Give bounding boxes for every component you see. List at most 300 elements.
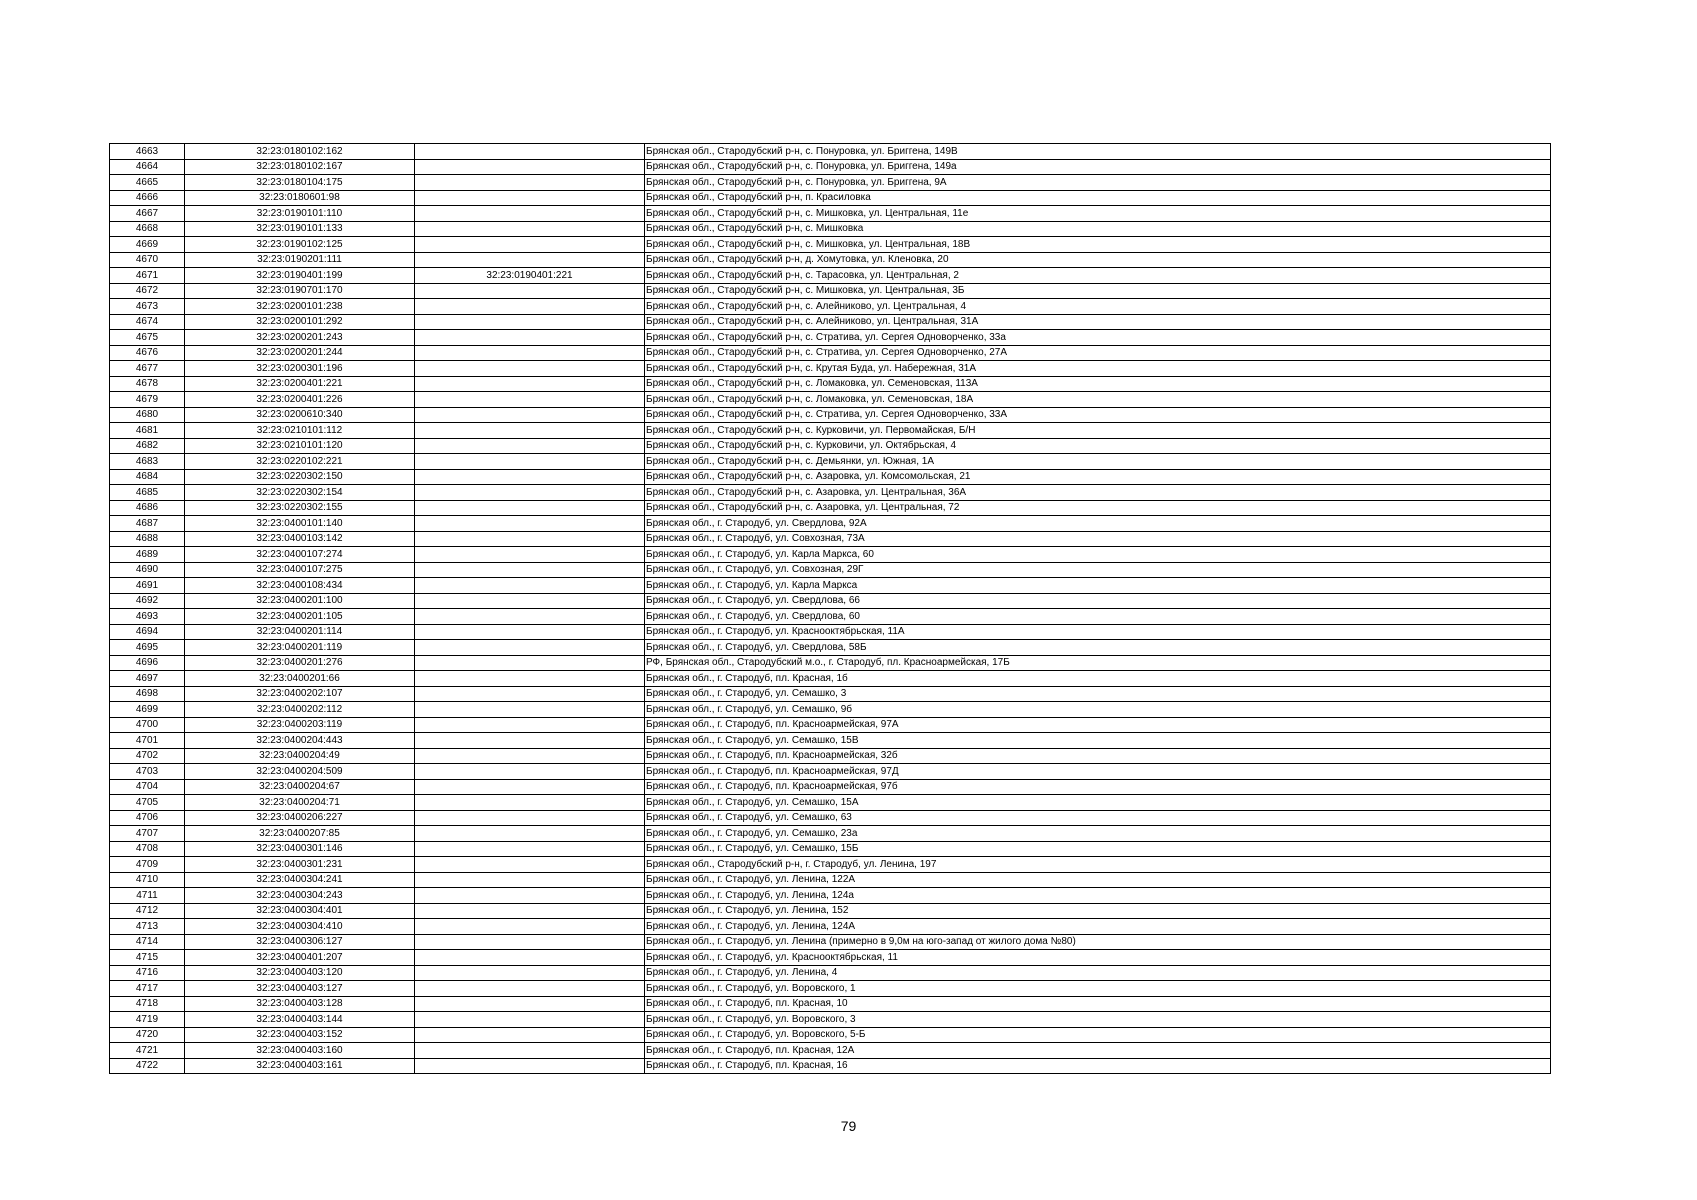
address-cell: Брянская обл., г. Стародуб, ул. Совхозная, 73А [645, 531, 1551, 547]
cadastral-number-cell: 32:23:0400103:142 [185, 531, 415, 547]
address-cell: Брянская обл., Стародубский р-н, с. Тарасовка, ул. Центральная, 2 [645, 268, 1551, 284]
address-cell: Брянская обл., г. Стародуб, пл. Красная, 12А [645, 1043, 1551, 1059]
table-row [110, 438, 1551, 454]
table-row [110, 826, 1551, 842]
table-row [110, 888, 1551, 904]
secondary-cadastral-cell [415, 950, 645, 966]
address-cell: Брянская обл., г. Стародуб, ул. Ленина, 124А [645, 919, 1551, 935]
cadastral-number-cell: 32:23:0400201:100 [185, 593, 415, 609]
address-cell: Брянская обл., Стародубский р-н, с. Понуровка, ул. Бриггена, 149а [645, 159, 1551, 175]
row-number-cell: 4674 [110, 314, 185, 330]
table-row [110, 190, 1551, 206]
row-number-cell: 4666 [110, 190, 185, 206]
cadastral-number-cell: 32:23:0200101:238 [185, 299, 415, 315]
table-row [110, 299, 1551, 315]
cadastral-number-cell: 32:23:0200610:340 [185, 407, 415, 423]
row-number-cell: 4690 [110, 562, 185, 578]
secondary-cadastral-cell [415, 764, 645, 780]
secondary-cadastral-cell [415, 237, 645, 253]
table-row [110, 981, 1551, 997]
table-row [110, 376, 1551, 392]
secondary-cadastral-cell [415, 640, 645, 656]
secondary-cadastral-cell [415, 795, 645, 811]
cadastral-number-cell: 32:23:0220102:221 [185, 454, 415, 470]
row-number-cell: 4696 [110, 655, 185, 671]
cadastral-number-cell: 32:23:0190701:170 [185, 283, 415, 299]
table-row [110, 919, 1551, 935]
address-cell: Брянская обл., г. Стародуб, ул. Семашко, 15А [645, 795, 1551, 811]
cadastral-number-cell: 32:23:0400403:152 [185, 1027, 415, 1043]
table-row [110, 841, 1551, 857]
address-cell: Брянская обл., г. Стародуб, пл. Красноармейская, 32б [645, 748, 1551, 764]
cadastral-number-cell: 32:23:0400201:114 [185, 624, 415, 640]
table-row [110, 593, 1551, 609]
address-cell: Брянская обл., г. Стародуб, ул. Ленина, 122А [645, 872, 1551, 888]
row-number-cell: 4671 [110, 268, 185, 284]
row-number-cell: 4710 [110, 872, 185, 888]
property-table [109, 143, 1551, 1074]
secondary-cadastral-cell [415, 934, 645, 950]
row-number-cell: 4683 [110, 454, 185, 470]
table-row [110, 1058, 1551, 1074]
row-number-cell: 4668 [110, 221, 185, 237]
secondary-cadastral-cell [415, 1012, 645, 1028]
cadastral-number-cell: 32:23:0400306:127 [185, 934, 415, 950]
row-number-cell: 4717 [110, 981, 185, 997]
cadastral-number-cell: 32:23:0400304:410 [185, 919, 415, 935]
table-row [110, 578, 1551, 594]
row-number-cell: 4709 [110, 857, 185, 873]
address-cell: Брянская обл., г. Стародуб, ул. Совхозная, 29Г [645, 562, 1551, 578]
cadastral-number-cell: 32:23:0200201:244 [185, 345, 415, 361]
row-number-cell: 4716 [110, 965, 185, 981]
table-row [110, 872, 1551, 888]
cadastral-number-cell: 32:23:0200201:243 [185, 330, 415, 346]
table-row [110, 857, 1551, 873]
cadastral-number-cell: 32:23:0400206:227 [185, 810, 415, 826]
cadastral-number-cell: 32:23:0200401:226 [185, 392, 415, 408]
address-cell: Брянская обл., г. Стародуб, ул. Воровского, 3 [645, 1012, 1551, 1028]
row-number-cell: 4689 [110, 547, 185, 563]
address-cell: Брянская обл., г. Стародуб, ул. Свердлова, 66 [645, 593, 1551, 609]
table-row [110, 934, 1551, 950]
secondary-cadastral-cell [415, 1043, 645, 1059]
address-cell: Брянская обл., Стародубский р-н, с. Стратива, ул. Сергея Одноворченко, 33А [645, 407, 1551, 423]
cadastral-number-cell: 32:23:0220302:150 [185, 469, 415, 485]
cadastral-number-cell: 32:23:0400304:401 [185, 903, 415, 919]
cadastral-number-cell: 32:23:0400304:243 [185, 888, 415, 904]
table-row [110, 671, 1551, 687]
secondary-cadastral-cell [415, 531, 645, 547]
cadastral-number-cell: 32:23:0400403:120 [185, 965, 415, 981]
address-cell: Брянская обл., г. Стародуб, ул. Краснооктябрьская, 11 [645, 950, 1551, 966]
row-number-cell: 4685 [110, 485, 185, 501]
row-number-cell: 4677 [110, 361, 185, 377]
table-row [110, 268, 1551, 284]
address-cell: Брянская обл., г. Стародуб, ул. Ленина, 124а [645, 888, 1551, 904]
cadastral-number-cell: 32:23:0400204:67 [185, 779, 415, 795]
table-row [110, 624, 1551, 640]
table-row [110, 795, 1551, 811]
address-cell: Брянская обл., Стародубский р-н, с. Стратива, ул. Сергея Одноворченко, 33а [645, 330, 1551, 346]
table-row [110, 764, 1551, 780]
row-number-cell: 4722 [110, 1058, 185, 1074]
cadastral-number-cell: 32:23:0180102:162 [185, 144, 415, 160]
secondary-cadastral-cell [415, 376, 645, 392]
address-cell: Брянская обл., г. Стародуб, ул. Карла Маркса [645, 578, 1551, 594]
cadastral-number-cell: 32:23:0400201:119 [185, 640, 415, 656]
cadastral-number-cell: 32:23:0400201:276 [185, 655, 415, 671]
cadastral-number-cell: 32:23:0400401:207 [185, 950, 415, 966]
secondary-cadastral-cell [415, 392, 645, 408]
table-row [110, 159, 1551, 175]
table-row [110, 144, 1551, 160]
page-number: 79 [840, 1118, 857, 1134]
cadastral-number-cell: 32:23:0400301:146 [185, 841, 415, 857]
cadastral-number-cell: 32:23:0400301:231 [185, 857, 415, 873]
secondary-cadastral-cell [415, 547, 645, 563]
row-number-cell: 4713 [110, 919, 185, 935]
row-number-cell: 4720 [110, 1027, 185, 1043]
table-row [110, 609, 1551, 625]
cadastral-number-cell: 32:23:0220302:154 [185, 485, 415, 501]
table-body [110, 144, 1551, 1074]
address-cell: Брянская обл., Стародубский р-н, п. Красиловка [645, 190, 1551, 206]
cadastral-number-cell: 32:23:0400207:85 [185, 826, 415, 842]
table-row [110, 221, 1551, 237]
address-cell: Брянская обл., Стародубский р-н, с. Ломаковка, ул. Семеновская, 113А [645, 376, 1551, 392]
secondary-cadastral-cell [415, 423, 645, 439]
table-row [110, 903, 1551, 919]
row-number-cell: 4675 [110, 330, 185, 346]
cadastral-number-cell: 32:23:0210101:112 [185, 423, 415, 439]
address-cell: Брянская обл., г. Стародуб, ул. Семашко, 63 [645, 810, 1551, 826]
table-row [110, 407, 1551, 423]
row-number-cell: 4719 [110, 1012, 185, 1028]
address-cell: Брянская обл., Стародубский р-н, с. Стратива, ул. Сергея Одноворченко, 27А [645, 345, 1551, 361]
cadastral-number-cell: 32:23:0180102:167 [185, 159, 415, 175]
address-cell: Брянская обл., Стародубский р-н, с. Курковичи, ул. Октябрьская, 4 [645, 438, 1551, 454]
address-cell: Брянская обл., г. Стародуб, ул. Семашко, 15Б [645, 841, 1551, 857]
secondary-cadastral-cell [415, 671, 645, 687]
table-row [110, 950, 1551, 966]
cadastral-number-cell: 32:23:0400304:241 [185, 872, 415, 888]
row-number-cell: 4693 [110, 609, 185, 625]
cadastral-number-cell: 32:23:0400403:128 [185, 996, 415, 1012]
secondary-cadastral-cell [415, 717, 645, 733]
address-cell: Брянская обл., Стародубский р-н, с. Азаровка, ул. Центральная, 72 [645, 500, 1551, 516]
table-row [110, 330, 1551, 346]
row-number-cell: 4686 [110, 500, 185, 516]
table-row [110, 314, 1551, 330]
address-cell: Брянская обл., Стародубский р-н, с. Ломаковка, ул. Семеновская, 18А [645, 392, 1551, 408]
row-number-cell: 4700 [110, 717, 185, 733]
cadastral-number-cell: 32:23:0190101:133 [185, 221, 415, 237]
address-cell: Брянская обл., Стародубский р-н, с. Мишковка, ул. Центральная, 11е [645, 206, 1551, 222]
row-number-cell: 4692 [110, 593, 185, 609]
secondary-cadastral-cell [415, 144, 645, 160]
secondary-cadastral-cell [415, 888, 645, 904]
secondary-cadastral-cell [415, 903, 645, 919]
row-number-cell: 4678 [110, 376, 185, 392]
secondary-cadastral-cell [415, 361, 645, 377]
table-row [110, 996, 1551, 1012]
table-row [110, 686, 1551, 702]
secondary-cadastral-cell [415, 872, 645, 888]
row-number-cell: 4707 [110, 826, 185, 842]
secondary-cadastral-cell [415, 655, 645, 671]
table-row [110, 640, 1551, 656]
table-row [110, 733, 1551, 749]
row-number-cell: 4682 [110, 438, 185, 454]
table-row [110, 748, 1551, 764]
address-cell: Брянская обл., г. Стародуб, ул. Ленина, 152 [645, 903, 1551, 919]
table-row [110, 206, 1551, 222]
address-cell: Брянская обл., Стародубский р-н, г. Стародуб, ул. Ленина, 197 [645, 857, 1551, 873]
address-cell: Брянская обл., Стародубский р-н, с. Мишковка [645, 221, 1551, 237]
cadastral-number-cell: 32:23:0400201:105 [185, 609, 415, 625]
secondary-cadastral-cell [415, 981, 645, 997]
table-row [110, 423, 1551, 439]
row-number-cell: 4679 [110, 392, 185, 408]
row-number-cell: 4691 [110, 578, 185, 594]
address-cell: РФ, Брянская обл., Стародубский м.о., г. Стародуб, пл. Красноармейская, 17Б [645, 655, 1551, 671]
row-number-cell: 4670 [110, 252, 185, 268]
table-row [110, 252, 1551, 268]
table-row [110, 454, 1551, 470]
cadastral-number-cell: 32:23:0400108:434 [185, 578, 415, 594]
address-cell: Брянская обл., г. Стародуб, пл. Красная, 10 [645, 996, 1551, 1012]
secondary-cadastral-cell [415, 857, 645, 873]
table-row [110, 237, 1551, 253]
row-number-cell: 4688 [110, 531, 185, 547]
cadastral-number-cell: 32:23:0400204:443 [185, 733, 415, 749]
table-row [110, 485, 1551, 501]
row-number-cell: 4680 [110, 407, 185, 423]
row-number-cell: 4669 [110, 237, 185, 253]
secondary-cadastral-cell [415, 159, 645, 175]
table-row [110, 547, 1551, 563]
table-row [110, 531, 1551, 547]
address-cell: Брянская обл., Стародубский р-н, с. Демьянки, ул. Южная, 1А [645, 454, 1551, 470]
secondary-cadastral-cell [415, 748, 645, 764]
row-number-cell: 4703 [110, 764, 185, 780]
row-number-cell: 4704 [110, 779, 185, 795]
row-number-cell: 4673 [110, 299, 185, 315]
row-number-cell: 4705 [110, 795, 185, 811]
row-number-cell: 4687 [110, 516, 185, 532]
secondary-cadastral-cell [415, 438, 645, 454]
cadastral-number-cell: 32:23:0180601:98 [185, 190, 415, 206]
cadastral-number-cell: 32:23:0400403:160 [185, 1043, 415, 1059]
address-cell: Брянская обл., г. Стародуб, ул. Ленина, 4 [645, 965, 1551, 981]
table-row [110, 1027, 1551, 1043]
address-cell: Брянская обл., г. Стародуб, ул. Карла Маркса, 60 [645, 547, 1551, 563]
secondary-cadastral-cell [415, 562, 645, 578]
address-cell: Брянская обл., Стародубский р-н, с. Понуровка, ул. Бриггена, 9А [645, 175, 1551, 191]
secondary-cadastral-cell [415, 826, 645, 842]
row-number-cell: 4684 [110, 469, 185, 485]
address-cell: Брянская обл., г. Стародуб, ул. Семашко, 23а [645, 826, 1551, 842]
secondary-cadastral-cell [415, 516, 645, 532]
secondary-cadastral-cell [415, 407, 645, 423]
secondary-cadastral-cell [415, 221, 645, 237]
table-row [110, 810, 1551, 826]
address-cell: Брянская обл., г. Стародуб, пл. Красная, 16 [645, 1058, 1551, 1074]
address-cell: Брянская обл., г. Стародуб, ул. Свердлова, 58Б [645, 640, 1551, 656]
table-row [110, 361, 1551, 377]
row-number-cell: 4694 [110, 624, 185, 640]
secondary-cadastral-cell [415, 609, 645, 625]
row-number-cell: 4672 [110, 283, 185, 299]
address-cell: Брянская обл., Стародубский р-н, с. Курковичи, ул. Первомайская, Б/Н [645, 423, 1551, 439]
address-cell: Брянская обл., г. Стародуб, ул. Семашко, 15В [645, 733, 1551, 749]
row-number-cell: 4712 [110, 903, 185, 919]
row-number-cell: 4695 [110, 640, 185, 656]
table-row [110, 1043, 1551, 1059]
secondary-cadastral-cell: 32:23:0190401:221 [415, 268, 645, 284]
table-row [110, 175, 1551, 191]
secondary-cadastral-cell [415, 1058, 645, 1074]
cadastral-number-cell: 32:23:0190201:111 [185, 252, 415, 268]
address-cell: Брянская обл., г. Стародуб, пл. Красная, 1б [645, 671, 1551, 687]
row-number-cell: 4711 [110, 888, 185, 904]
cadastral-number-cell: 32:23:0200301:196 [185, 361, 415, 377]
address-cell: Брянская обл., г. Стародуб, ул. Краснооктябрьская, 11А [645, 624, 1551, 640]
row-number-cell: 4665 [110, 175, 185, 191]
row-number-cell: 4721 [110, 1043, 185, 1059]
secondary-cadastral-cell [415, 919, 645, 935]
address-cell: Брянская обл., г. Стародуб, пл. Красноармейская, 97Д [645, 764, 1551, 780]
address-cell: Брянская обл., Стародубский р-н, с. Азаровка, ул. Комсомольская, 21 [645, 469, 1551, 485]
cadastral-number-cell: 32:23:0400203:119 [185, 717, 415, 733]
cadastral-number-cell: 32:23:0400107:275 [185, 562, 415, 578]
row-number-cell: 4698 [110, 686, 185, 702]
address-cell: Брянская обл., Стародубский р-н, с. Алейниково, ул. Центральная, 31А [645, 314, 1551, 330]
row-number-cell: 4663 [110, 144, 185, 160]
secondary-cadastral-cell [415, 686, 645, 702]
secondary-cadastral-cell [415, 206, 645, 222]
row-number-cell: 4708 [110, 841, 185, 857]
row-number-cell: 4701 [110, 733, 185, 749]
table-row [110, 702, 1551, 718]
row-number-cell: 4664 [110, 159, 185, 175]
cadastral-number-cell: 32:23:0200101:292 [185, 314, 415, 330]
table-row [110, 1012, 1551, 1028]
cadastral-number-cell: 32:23:0190101:110 [185, 206, 415, 222]
cadastral-number-cell: 32:23:0400101:140 [185, 516, 415, 532]
cadastral-number-cell: 32:23:0200401:221 [185, 376, 415, 392]
row-number-cell: 4718 [110, 996, 185, 1012]
secondary-cadastral-cell [415, 345, 645, 361]
table-row [110, 655, 1551, 671]
row-number-cell: 4699 [110, 702, 185, 718]
row-number-cell: 4702 [110, 748, 185, 764]
cadastral-number-cell: 32:23:0190401:199 [185, 268, 415, 284]
address-cell: Брянская обл., г. Стародуб, ул. Свердлова, 92А [645, 516, 1551, 532]
secondary-cadastral-cell [415, 996, 645, 1012]
secondary-cadastral-cell [415, 965, 645, 981]
row-number-cell: 4697 [110, 671, 185, 687]
cadastral-number-cell: 32:23:0400201:66 [185, 671, 415, 687]
secondary-cadastral-cell [415, 624, 645, 640]
secondary-cadastral-cell [415, 299, 645, 315]
cadastral-number-cell: 32:23:0400403:144 [185, 1012, 415, 1028]
cadastral-number-cell: 32:23:0400107:274 [185, 547, 415, 563]
address-cell: Брянская обл., г. Стародуб, ул. Свердлова, 60 [645, 609, 1551, 625]
secondary-cadastral-cell [415, 469, 645, 485]
row-number-cell: 4714 [110, 934, 185, 950]
address-cell: Брянская обл., г. Стародуб, пл. Красноармейская, 97б [645, 779, 1551, 795]
address-cell: Брянская обл., Стародубский р-н, с. Мишковка, ул. Центральная, 18В [645, 237, 1551, 253]
secondary-cadastral-cell [415, 810, 645, 826]
address-cell: Брянская обл., Стародубский р-н, с. Крутая Буда, ул. Набережная, 31А [645, 361, 1551, 377]
table-row [110, 965, 1551, 981]
address-cell: Брянская обл., Стародубский р-н, д. Хомутовка, ул. Кленовка, 20 [645, 252, 1551, 268]
secondary-cadastral-cell [415, 500, 645, 516]
secondary-cadastral-cell [415, 454, 645, 470]
secondary-cadastral-cell [415, 702, 645, 718]
address-cell: Брянская обл., г. Стародуб, ул. Воровского, 1 [645, 981, 1551, 997]
table-row [110, 717, 1551, 733]
cadastral-number-cell: 32:23:0400202:112 [185, 702, 415, 718]
secondary-cadastral-cell [415, 1027, 645, 1043]
table-row [110, 779, 1551, 795]
address-cell: Брянская обл., г. Стародуб, пл. Красноармейская, 97А [645, 717, 1551, 733]
cadastral-number-cell: 32:23:0210101:120 [185, 438, 415, 454]
secondary-cadastral-cell [415, 175, 645, 191]
cadastral-number-cell: 32:23:0400204:71 [185, 795, 415, 811]
cadastral-number-cell: 32:23:0220302:155 [185, 500, 415, 516]
row-number-cell: 4676 [110, 345, 185, 361]
row-number-cell: 4681 [110, 423, 185, 439]
cadastral-number-cell: 32:23:0400202:107 [185, 686, 415, 702]
table-row [110, 345, 1551, 361]
secondary-cadastral-cell [415, 330, 645, 346]
secondary-cadastral-cell [415, 252, 645, 268]
table-row [110, 283, 1551, 299]
cadastral-number-cell: 32:23:0190102:125 [185, 237, 415, 253]
secondary-cadastral-cell [415, 190, 645, 206]
secondary-cadastral-cell [415, 593, 645, 609]
table-row [110, 392, 1551, 408]
address-cell: Брянская обл., Стародубский р-н, с. Алейниково, ул. Центральная, 4 [645, 299, 1551, 315]
secondary-cadastral-cell [415, 283, 645, 299]
table-row [110, 516, 1551, 532]
secondary-cadastral-cell [415, 779, 645, 795]
secondary-cadastral-cell [415, 841, 645, 857]
cadastral-number-cell: 32:23:0400204:49 [185, 748, 415, 764]
address-cell: Брянская обл., г. Стародуб, ул. Семашко, 9б [645, 702, 1551, 718]
secondary-cadastral-cell [415, 314, 645, 330]
secondary-cadastral-cell [415, 733, 645, 749]
cadastral-number-cell: 32:23:0400403:161 [185, 1058, 415, 1074]
address-cell: Брянская обл., г. Стародуб, ул. Воровского, 5-Б [645, 1027, 1551, 1043]
address-cell: Брянская обл., г. Стародуб, ул. Ленина (примерно в 9,0м на юго-запад от жилого дома №80) [645, 934, 1551, 950]
secondary-cadastral-cell [415, 485, 645, 501]
row-number-cell: 4706 [110, 810, 185, 826]
cadastral-number-cell: 32:23:0400403:127 [185, 981, 415, 997]
row-number-cell: 4667 [110, 206, 185, 222]
secondary-cadastral-cell [415, 578, 645, 594]
table-row [110, 500, 1551, 516]
address-cell: Брянская обл., Стародубский р-н, с. Азаровка, ул. Центральная, 36А [645, 485, 1551, 501]
cadastral-number-cell: 32:23:0400204:509 [185, 764, 415, 780]
address-cell: Брянская обл., Стародубский р-н, с. Мишковка, ул. Центральная, 3Б [645, 283, 1551, 299]
address-cell: Брянская обл., Стародубский р-н, с. Понуровка, ул. Бриггена, 149В [645, 144, 1551, 160]
row-number-cell: 4715 [110, 950, 185, 966]
table-row [110, 469, 1551, 485]
